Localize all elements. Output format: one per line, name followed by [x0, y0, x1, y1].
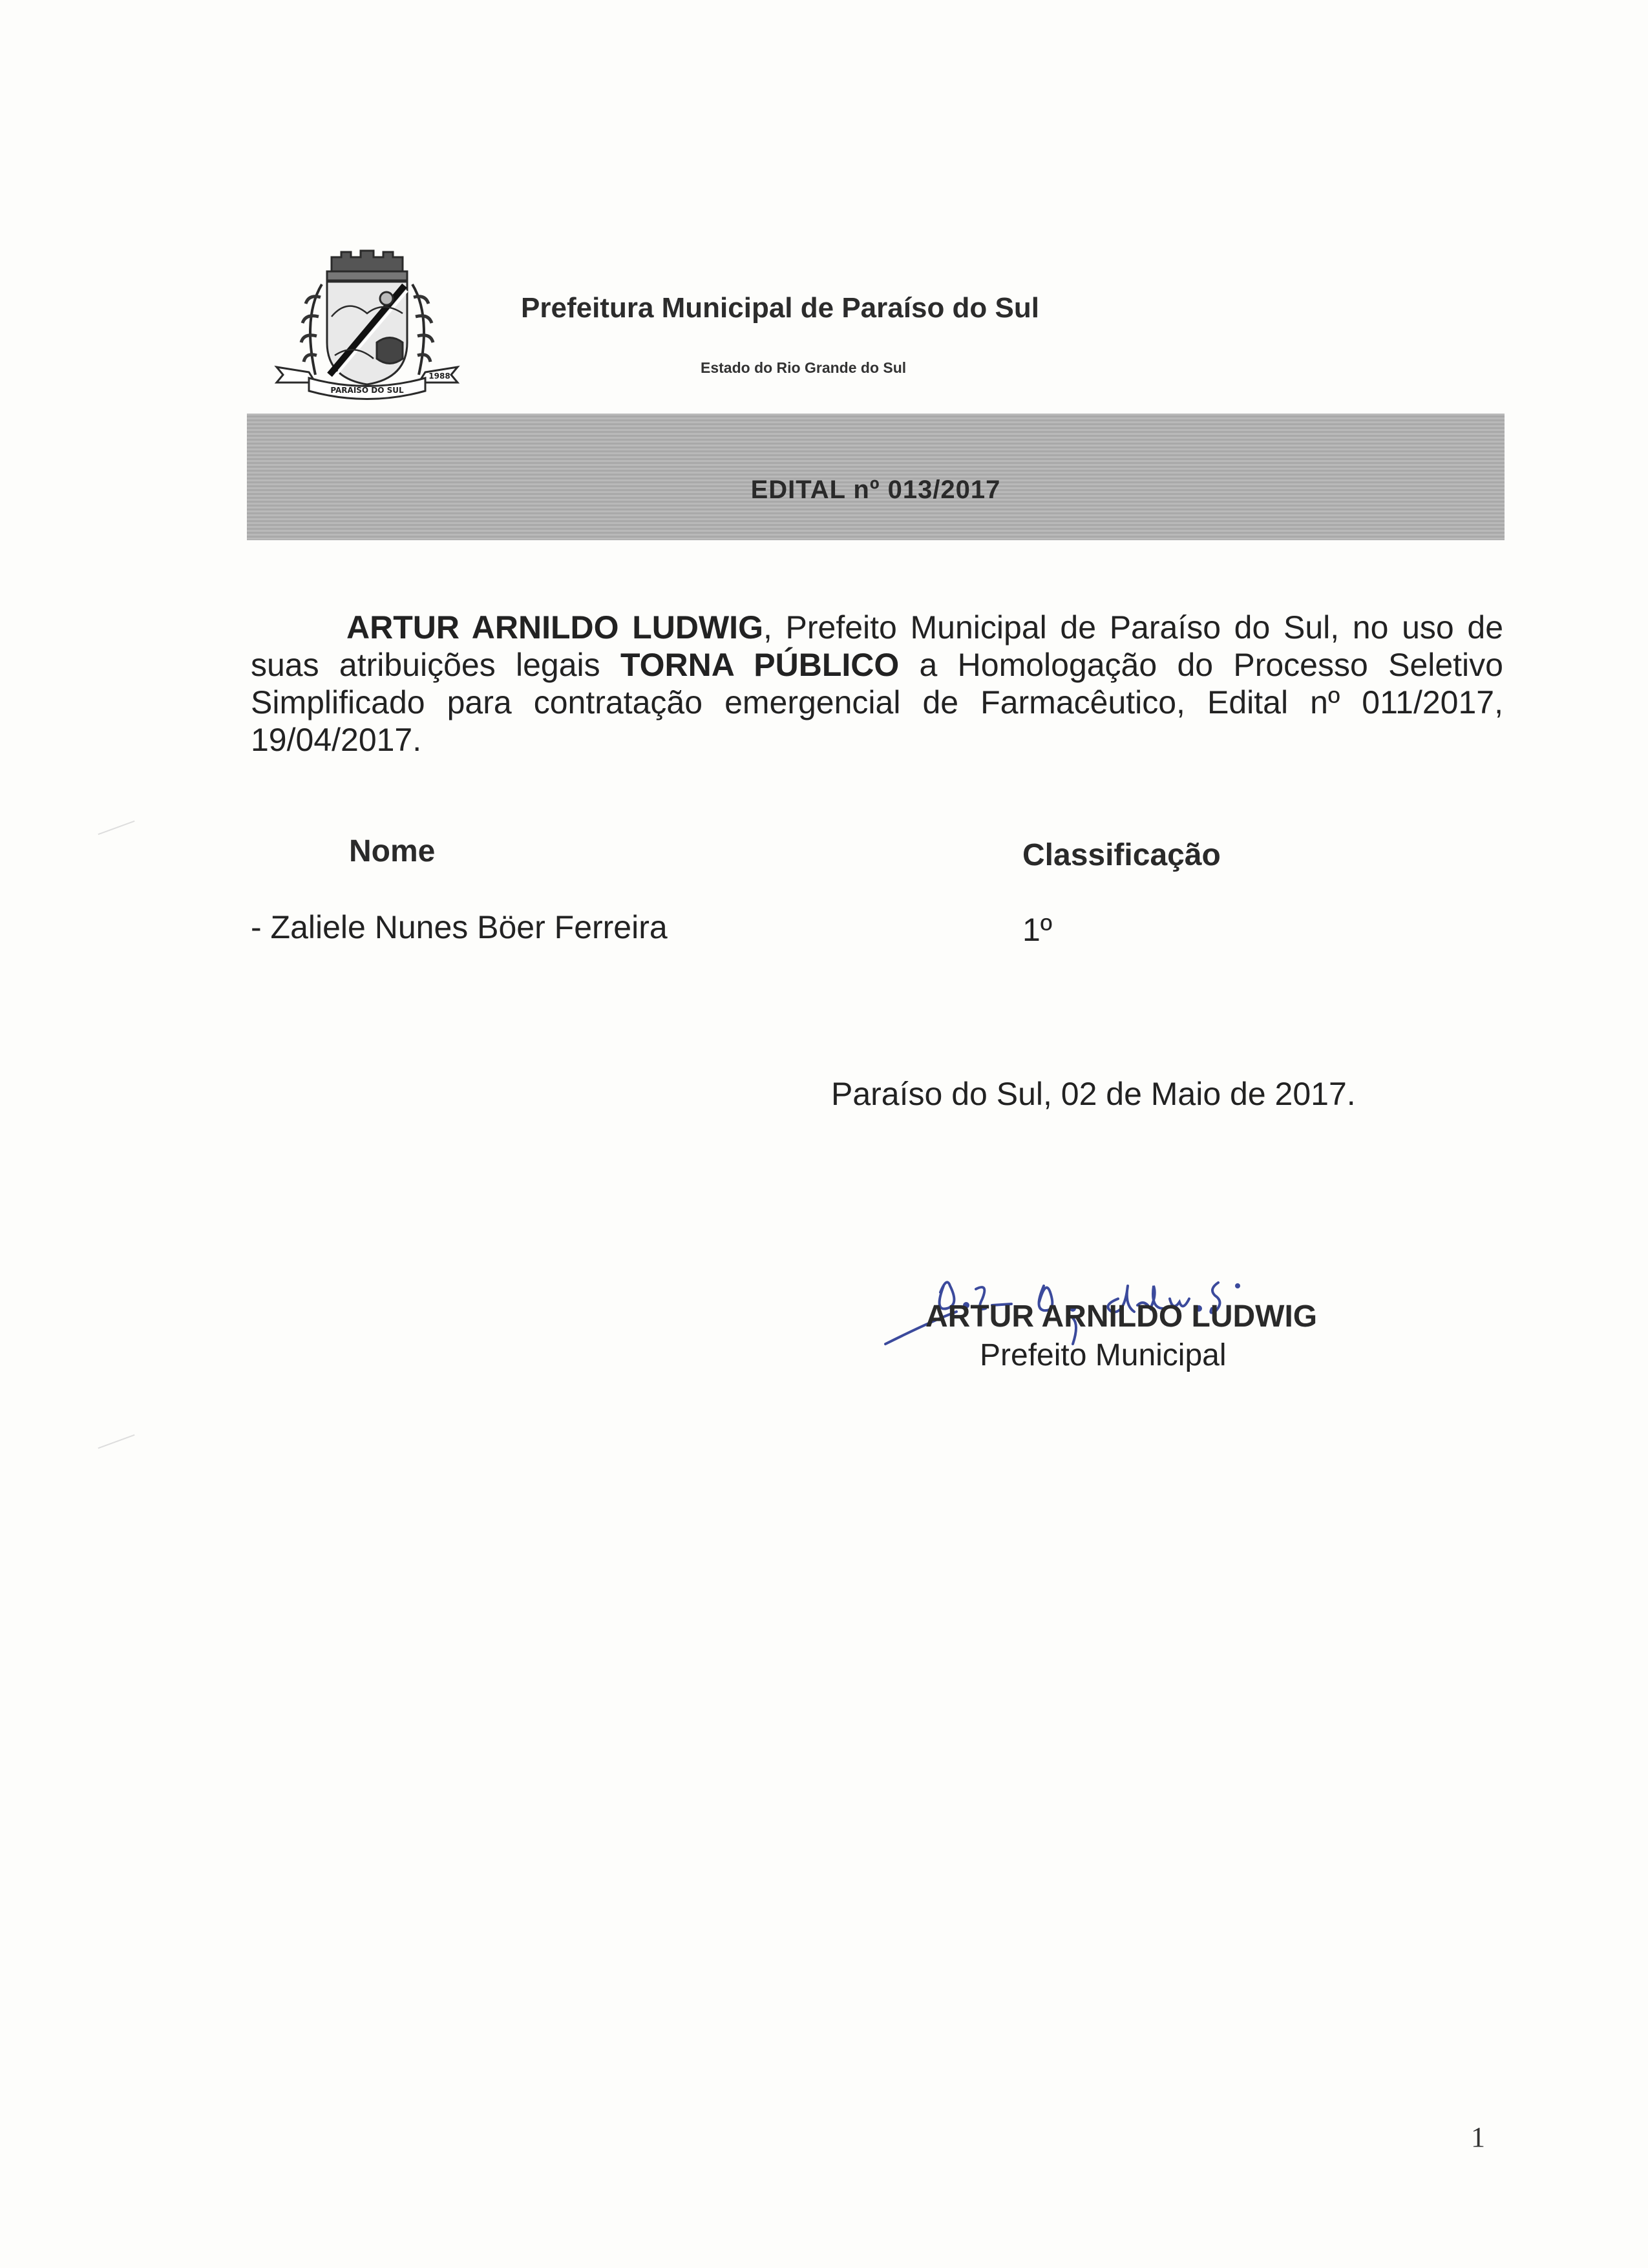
svg-text:1988: 1988 [428, 372, 450, 381]
signer-name: ARTUR ARNILDO LUDWIG [925, 1299, 1318, 1334]
organization-state: Estado do Rio Grande do Sul [701, 359, 907, 376]
date-line: Paraíso do Sul, 02 de Maio de 2017. [831, 1076, 1356, 1112]
scan-mark [98, 821, 134, 835]
body-paragraph [251, 609, 1503, 759]
organization-name: Prefeitura Municipal de Paraíso do Sul [521, 292, 1039, 324]
edital-banner [247, 414, 1505, 540]
table-row-classification: 1º [1022, 912, 1053, 948]
table-header-name: Nome [349, 834, 436, 868]
body-text-part1: , Prefeito Municipal de Paraíso do Sul, no uso de suas atribuições legais [251, 609, 1503, 683]
scan-mark [98, 1434, 134, 1449]
edital-title: EDITAL nº 013/2017 [750, 476, 1001, 504]
body-emphasis: TORNA PÚBLICO [620, 647, 900, 683]
signer-role: Prefeito Municipal [980, 1338, 1227, 1372]
table-header-classification: Classificação [1022, 838, 1221, 872]
body-text-part2: a Homologação do Processo Seletivo Simplificado para contratação emergencial de Farmacêutico, Edital nº 011/2017, 19/04/2017. [251, 647, 1503, 758]
municipal-crest-icon [270, 246, 464, 401]
svg-text:PARAÍSO DO SUL: PARAÍSO DO SUL [330, 386, 404, 395]
table-row-name: - Zaliele Nunes Böer Ferreira [251, 909, 668, 945]
page-number: 1 [1471, 2121, 1485, 2153]
body-signer-name: ARTUR ARNILDO LUDWIG [346, 609, 763, 646]
